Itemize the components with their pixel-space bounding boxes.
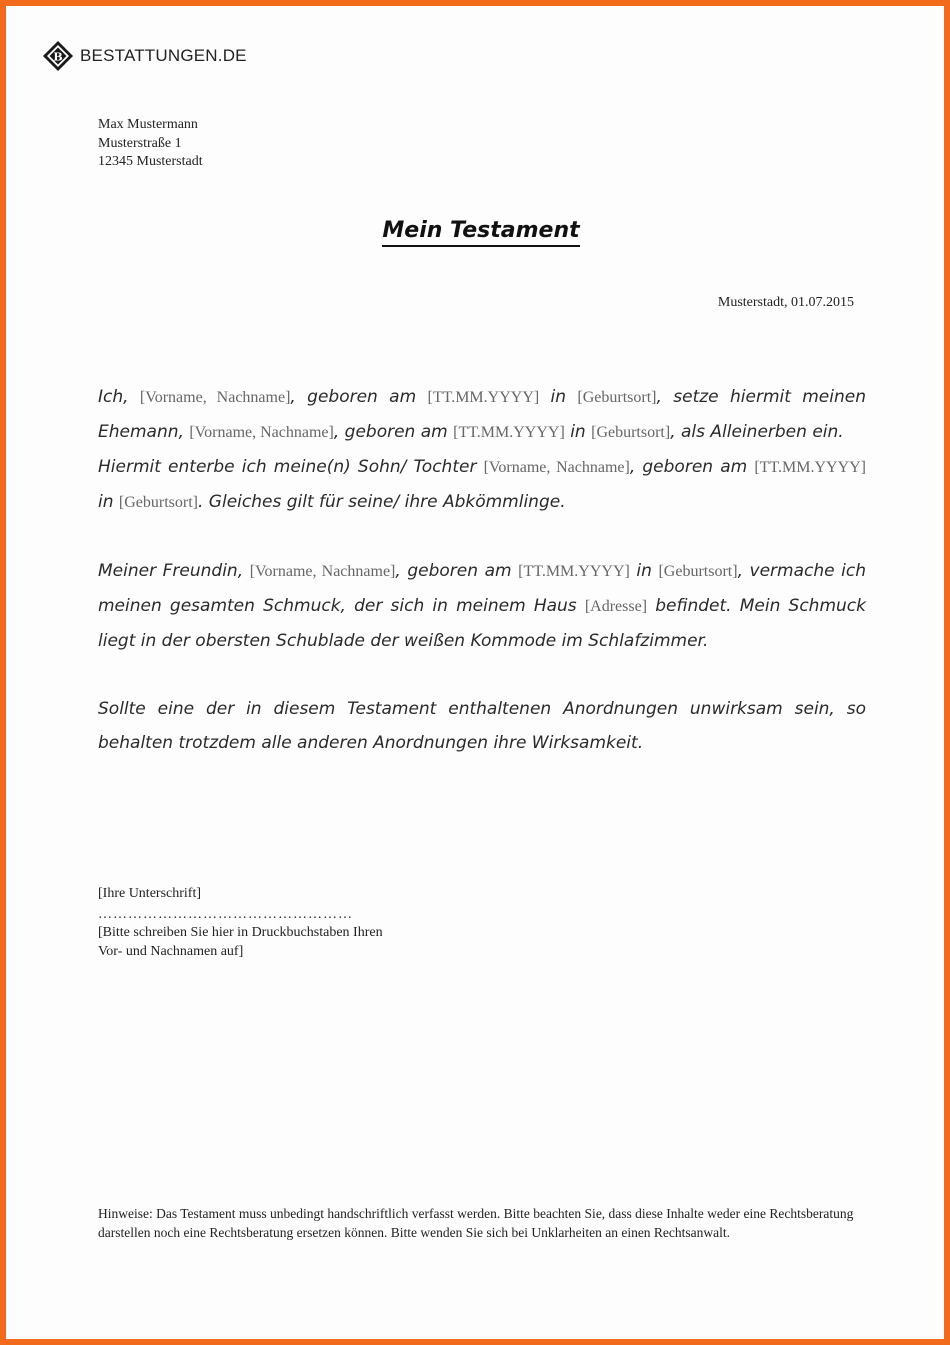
placeholder-address: [Adresse] bbox=[584, 598, 648, 615]
placeholder-name: [Vorname, Nachname] bbox=[189, 424, 334, 441]
paragraph-bequest: Meiner Freundin, [Vorname, Nachname], geboren am [TT.MM.YYYY] in [Geburtsort], vermache ich meinen gesamten Schmuck, der sich in meinem Haus [Adresse] befindet. Mein Schmuck liegt in der obersten Schublade der weißen Kommode im Schlafzimmer. bbox=[98, 561, 867, 651]
diamond-b-logo-icon bbox=[42, 40, 74, 72]
print-name-instruction-2: Vor- und Nachnamen auf] bbox=[98, 943, 244, 959]
placeholder-birthplace: [Geburtsort] bbox=[118, 494, 198, 511]
title-container bbox=[6, 218, 950, 243]
svg-text:B: B bbox=[53, 50, 63, 64]
legal-notes: Hinweise: Das Testament muss unbedingt handschriftlich verfasst werden. Bitte beachten Sie, dass diese Inhalte weder eine Rechtsberatung darstellen noch eine Rechtsberatung ersetzen können. Bitte wenden Sie sich bei Unklarheiten an einen Rechtsanwalt. bbox=[98, 1206, 854, 1240]
sender-name: Max Mustermann bbox=[98, 117, 198, 132]
document-title: Mein Testament bbox=[382, 218, 579, 247]
signature-block bbox=[98, 885, 383, 961]
placeholder-birthplace: [Geburtsort] bbox=[577, 389, 657, 406]
placeholder-date: [TT.MM.YYYY] bbox=[518, 563, 630, 580]
sender-city: 12345 Musterstadt bbox=[98, 154, 203, 169]
placeholder-name: [Vorname, Nachname] bbox=[249, 563, 396, 580]
signature-label: [Ihre Unterschrift] bbox=[98, 886, 202, 901]
placeholder-date: [TT.MM.YYYY] bbox=[427, 389, 540, 406]
logo-text: BESTATTUNGEN.DE bbox=[80, 46, 247, 65]
paragraph-severability: Sollte eine der in diesem Testament enthaltenen Anordnungen unwirksam sein, so behalten trotzdem alle anderen Anordnungen ihre Wirksamkeit. bbox=[98, 699, 866, 753]
print-name-instruction-1: [Bitte schreiben Sie hier in Druckbuchstaben Ihren bbox=[98, 925, 383, 940]
sender-street: Musterstraße 1 bbox=[98, 135, 182, 151]
sender-address bbox=[98, 116, 203, 172]
placeholder-date: [TT.MM.YYYY] bbox=[754, 459, 866, 476]
signature-line: …………………………………………… bbox=[98, 906, 353, 922]
placeholder-birthplace: [Geburtsort] bbox=[591, 424, 671, 441]
placeholder-date: [TT.MM.YYYY] bbox=[453, 424, 565, 441]
testament-body bbox=[98, 380, 866, 760]
placeholder-name: [Vorname, Nachname] bbox=[483, 459, 630, 476]
place-date: Musterstadt, 01.07.2015 bbox=[717, 295, 854, 310]
logo bbox=[42, 40, 247, 72]
paragraph-heir: Ich, [Vorname, Nachname], geboren am [TT.MM.YYYY] in [Geburtsort], setze hiermit meinen Ehemann, [Vorname, Nachname], geboren am [TT.MM.YYYY] in [Geburtsort], als Alleinerben ein. bbox=[98, 387, 866, 442]
placeholder-birthplace: [Geburtsort] bbox=[658, 563, 738, 580]
paragraph-disinherit: Hiermit enterbe ich meine(n) Sohn/ Tochter [Vorname, Nachname], geboren am [TT.MM.YYYY] in [Geburtsort]. Gleiches gilt für seine/ ihre Abkömmlinge. bbox=[98, 457, 866, 512]
placeholder-name: [Vorname, Nachname] bbox=[139, 389, 291, 406]
